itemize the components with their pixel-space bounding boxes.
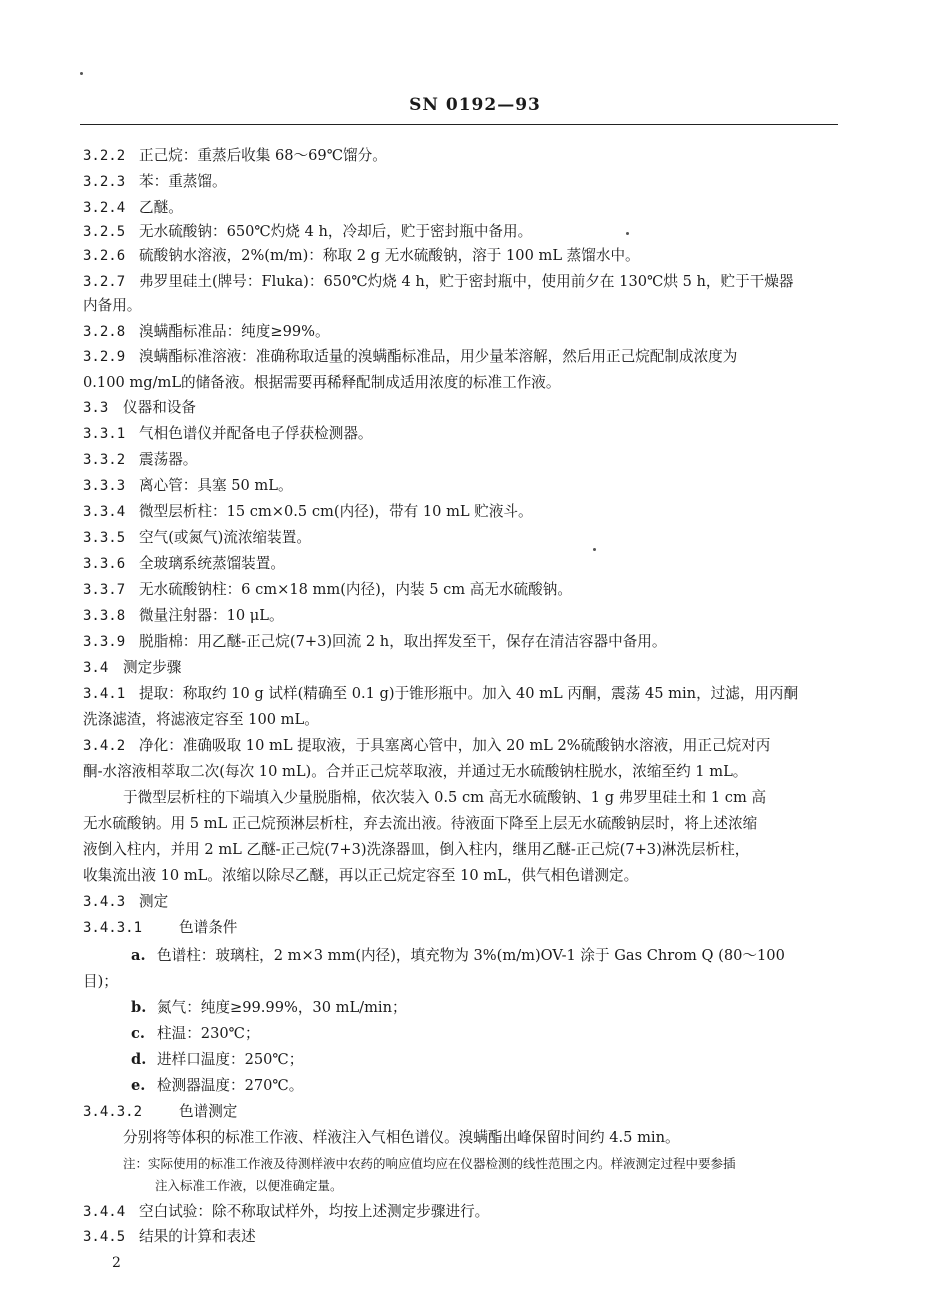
clause-3-2-9: 3.2.9 溴螨酯标准溶液：准确称取适量的溴螨酯标准品，用少量苯溶解，然后用正己烷配制成浓度为 (83, 348, 738, 365)
scan-speck (593, 548, 596, 551)
clause-3-4-3: 3.4.3 测定 (83, 893, 169, 910)
clause-3-2-7: 3.2.7 弗罗里硅土(牌号：Fluka)：650℃灼烧 4 h，贮于密封瓶中，使用前夕在 130℃烘 5 h，贮于干燥器 (83, 273, 794, 290)
paragraph-line: 液倒入柱内，并用 2 mL 乙醚-正己烷(7+3)洗涤器皿，倒入柱内，继用乙醚-正己烷(7+3)淋洗层析柱， (83, 841, 750, 858)
clause-3-2-9-cont: 0.100 mg/mL的储备液。根据需要再稀释配制成适用浓度的标准工作液。 (83, 374, 561, 391)
paragraph-line: 无水硫酸钠。用 5 mL 正己烷预淋层析柱，弃去流出液。待液面下降至上层无水硫酸钠层时，将上述浓缩 (83, 815, 758, 832)
paragraph-line: 于微型层析柱的下端填入少量脱脂棉，依次装入 0.5 cm 高无水硫酸钠、1 g 弗罗里硅土和 1 cm 高 (123, 789, 767, 806)
clause-3-4-2: 3.4.2 净化：准确吸取 10 mL 提取液，于具塞离心管中，加入 20 mL 2%硫酸钠水溶液，用正己烷对丙 (83, 737, 771, 754)
clause-3-4-3-2: 3.4.3.2 色谱测定 (83, 1103, 238, 1120)
note: 注：实际使用的标准工作液及待测样液中农药的响应值均应在仪器检测的线性范围之内。样液测定过程中要参插 (123, 1156, 736, 1171)
clause-3-2-3: 3.2.3 苯：重蒸馏。 (83, 173, 227, 190)
clause-3-4-1: 3.4.1 提取：称取约 10 g 试样(精确至 0.1 g)于锥形瓶中。加入 40 mL 丙酮，震荡 45 min，过滤，用丙酮 (83, 685, 799, 702)
paragraph-line: 分别将等体积的标准工作液、样液注入气相色谱仪。溴螨酯出峰保留时间约 4.5 min。 (123, 1129, 680, 1146)
page-number: 2 (112, 1255, 121, 1271)
condition-c: c. 柱温：230℃； (131, 1025, 260, 1042)
section-3-4: 3.4 测定步骤 (83, 659, 182, 676)
page-header: SN 0192—93 (409, 95, 541, 115)
clause-3-3-9: 3.3.9 脱脂棉：用乙醚-正己烷(7+3)回流 2 h，取出挥发至干，保存在清洁容器中备用。 (83, 633, 667, 650)
clause-3-3-5: 3.3.5 空气(或氮气)流浓缩装置。 (83, 529, 311, 546)
clause-3-3-1: 3.3.1 气相色谱仪并配备电子俘获检测器。 (83, 425, 373, 442)
condition-a: a. 色谱柱：玻璃柱，2 m×3 mm(内径)，填充物为 3%(m/m)OV-1 涂于 Gas Chrom Q (80～100 (131, 947, 785, 964)
section-3-3: 3.3 仪器和设备 (83, 399, 196, 416)
clause-3-2-2: 3.2.2 正己烷：重蒸后收集 68～69℃馏分。 (83, 147, 387, 164)
condition-d: d. 进样口温度：250℃； (131, 1051, 304, 1068)
clause-3-2-7-cont: 内备用。 (83, 297, 142, 314)
clause-3-3-6: 3.3.6 全玻璃系统蒸馏装置。 (83, 555, 285, 572)
condition-b: b. 氮气：纯度≥99.99%，30 mL/min； (131, 999, 407, 1016)
clause-3-2-8: 3.2.8 溴螨酯标准品：纯度≥99%。 (83, 323, 330, 340)
clause-3-4-5: 3.4.5 结果的计算和表述 (83, 1228, 256, 1245)
header-rule (80, 124, 838, 125)
clause-3-3-4: 3.3.4 微型层析柱：15 cm×0.5 cm(内径)，带有 10 mL 贮液斗。 (83, 503, 533, 520)
paragraph-line: 收集流出液 10 mL。浓缩以除尽乙醚，再以正己烷定容至 10 mL，供气相色谱测定。 (83, 867, 639, 884)
clause-3-3-7: 3.3.7 无水硫酸钠柱：6 cm×18 mm(内径)，内装 5 cm 高无水硫酸钠。 (83, 581, 572, 598)
clause-3-3-3: 3.3.3 离心管：具塞 50 mL。 (83, 477, 293, 494)
scan-speck (80, 72, 83, 75)
condition-e: e. 检测器温度：270℃。 (131, 1077, 304, 1094)
clause-3-4-2-cont: 酮-水溶液相萃取二次(每次 10 mL)。合并正己烷萃取液，并通过无水硫酸钠柱脱水，浓缩至约 1 mL。 (83, 763, 748, 780)
scan-speck (626, 232, 629, 235)
note-cont: 注入标准工作液，以便准确定量。 (155, 1178, 343, 1193)
clause-3-2-5: 3.2.5 无水硫酸钠：650℃灼烧 4 h，冷却后，贮于密封瓶中备用。 (83, 223, 533, 240)
clause-3-4-1-cont: 洗涤滤渣，将滤液定容至 100 mL。 (83, 711, 319, 728)
clause-3-2-4: 3.2.4 乙醚。 (83, 199, 183, 216)
clause-3-3-8: 3.3.8 微量注射器：10 μL。 (83, 607, 284, 624)
clause-3-4-4: 3.4.4 空白试验：除不称取试样外，均按上述测定步骤进行。 (83, 1203, 490, 1220)
clause-3-3-2: 3.3.2 震荡器。 (83, 451, 198, 468)
clause-3-2-6: 3.2.6 硫酸钠水溶液，2%(m/m)：称取 2 g 无水硫酸钠，溶于 100 mL 蒸馏水中。 (83, 247, 640, 264)
condition-a-cont: 目)； (83, 973, 118, 990)
clause-3-4-3-1: 3.4.3.1 色谱条件 (83, 919, 238, 936)
